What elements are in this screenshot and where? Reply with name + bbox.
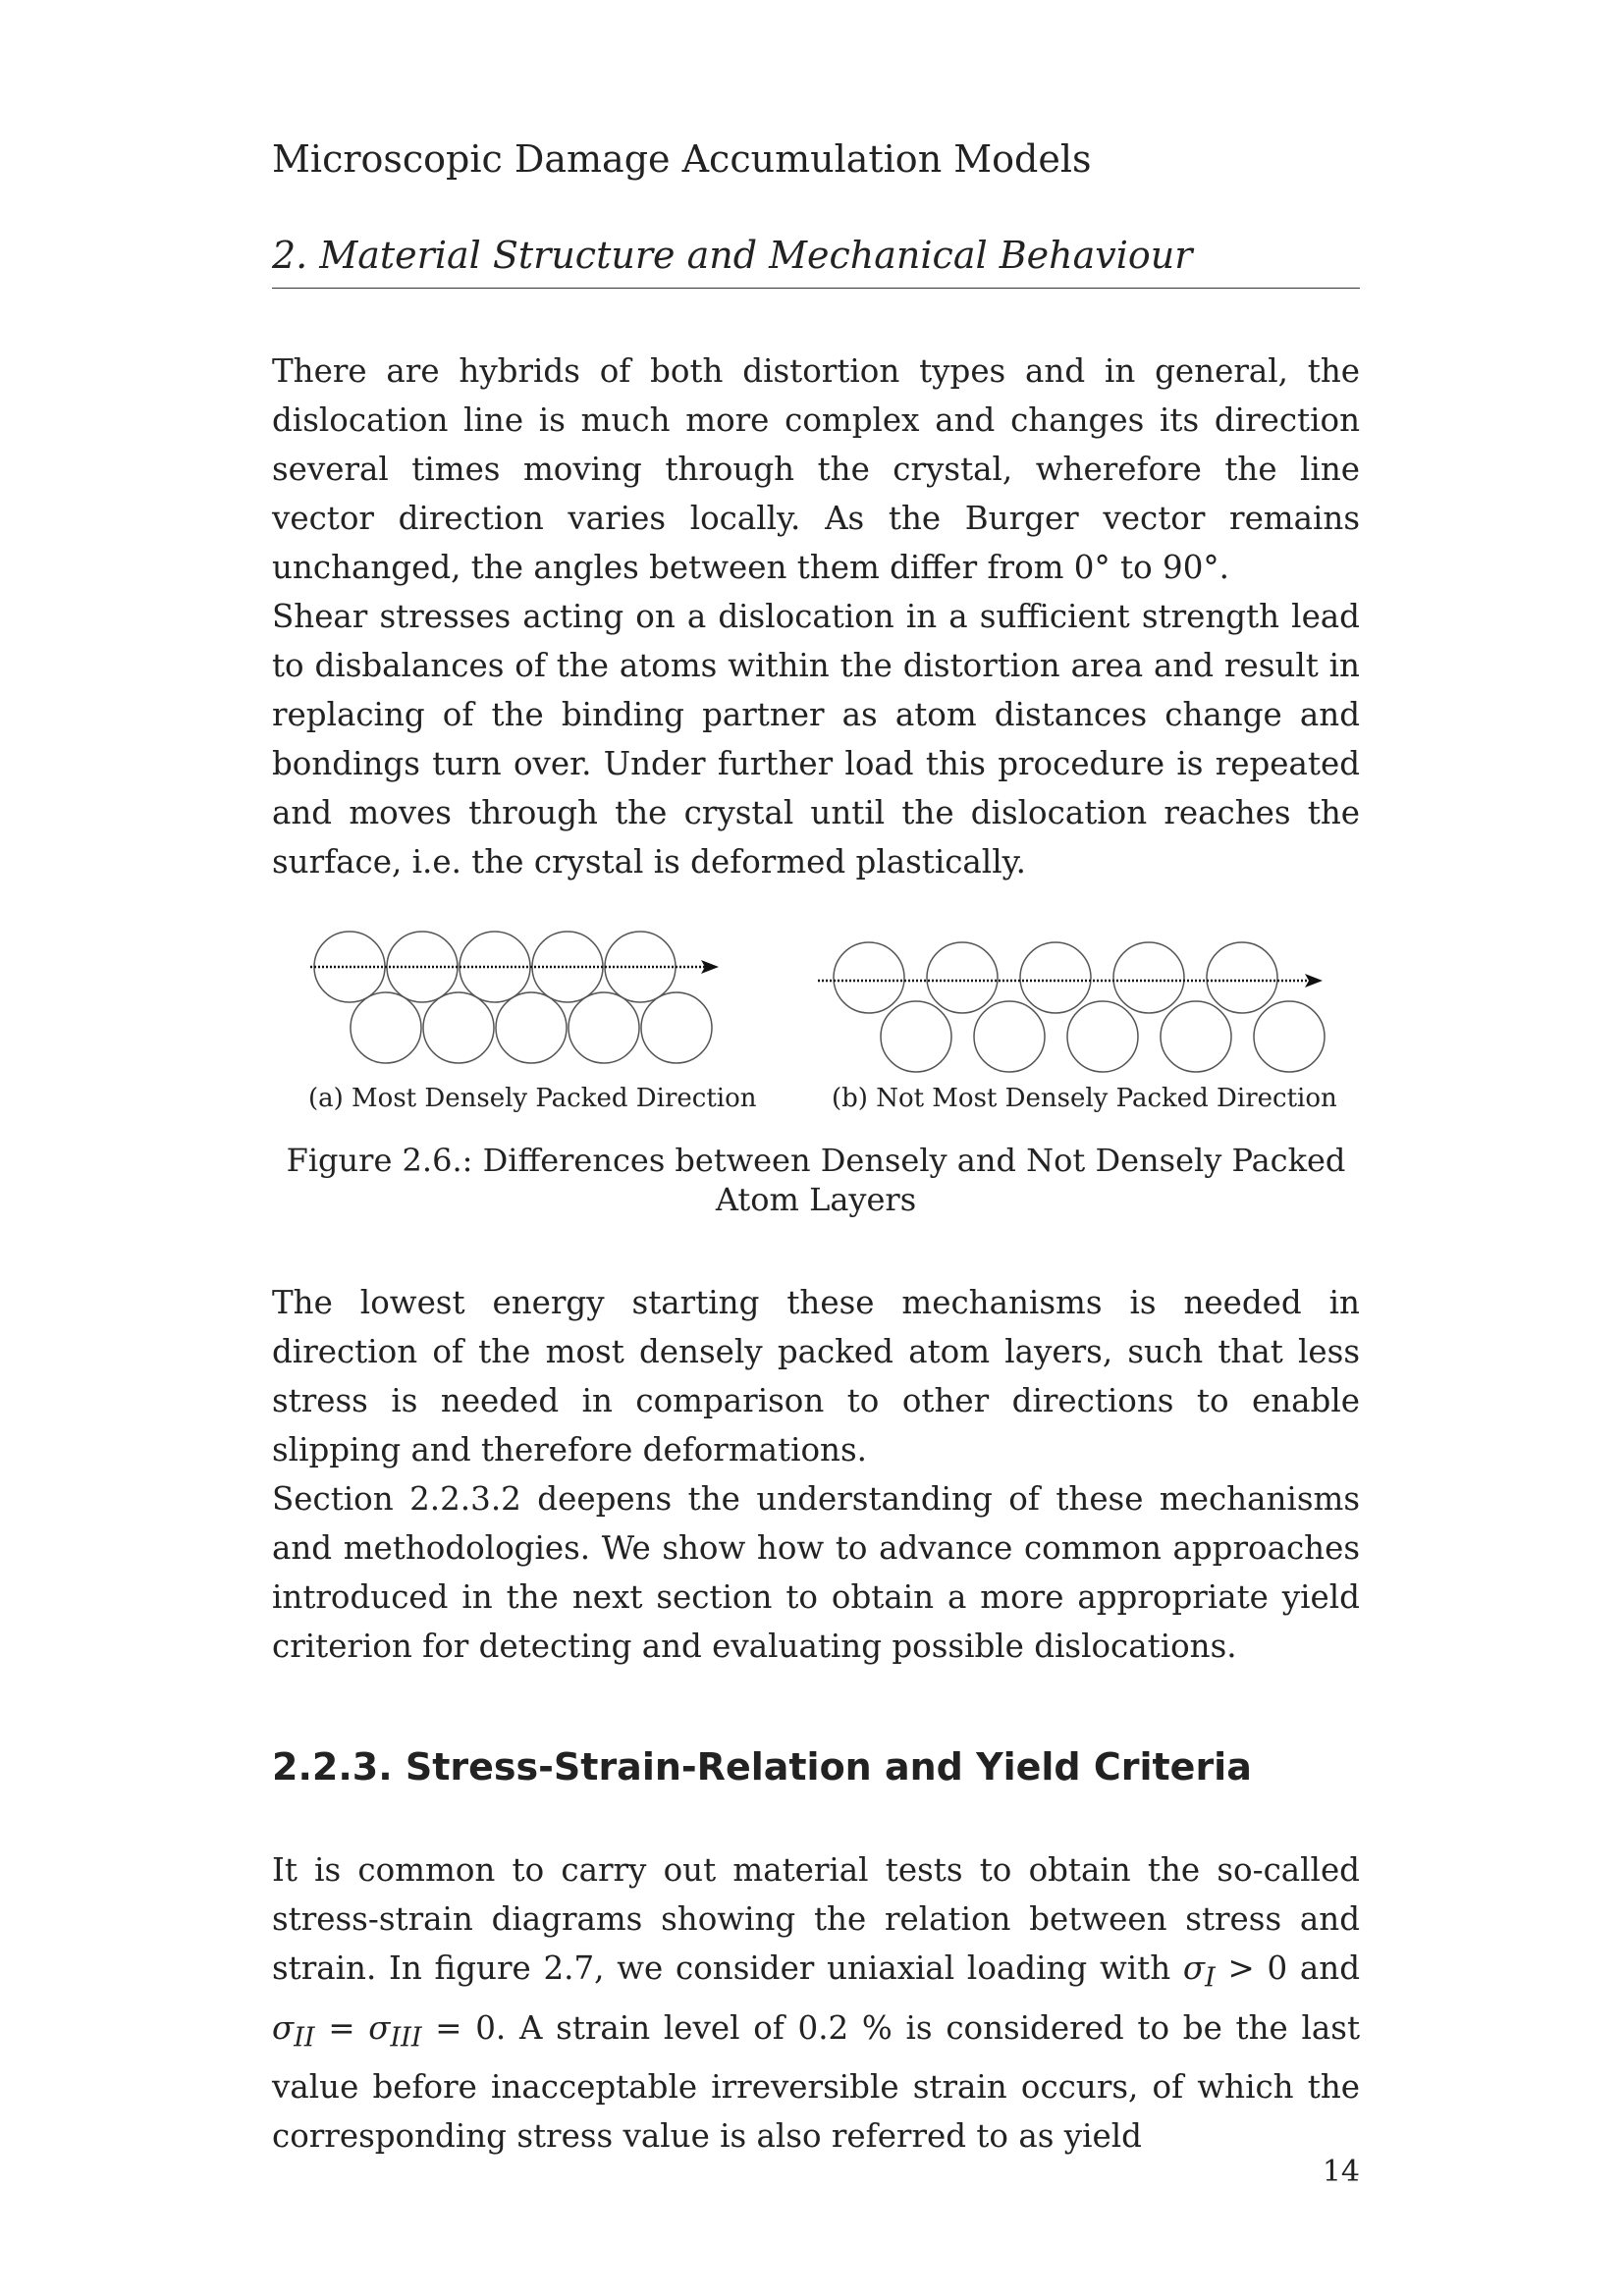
atom-b-bottom-5 [1254,1001,1325,1072]
atom-a-bottom-3 [496,992,567,1063]
page-number: 14 [1322,2155,1360,2189]
running-header-chapter: 2. Material Structure and Mechanical Behaviour [272,234,1193,277]
section-heading: 2.2.3. Stress-Strain-Relation and Yield Criteria [272,1745,1252,1789]
atom-b-bottom-2 [974,1001,1045,1072]
atom-b-top-5 [1207,942,1277,1013]
atom-b-top-3 [1020,942,1091,1013]
atom-a-bottom-5 [641,992,712,1063]
header-divider [272,288,1360,289]
atom-b-top-1 [834,942,904,1013]
atom-a-bottom-2 [423,992,494,1063]
atom-b-top-2 [927,942,998,1013]
paragraph-shear-stresses: Shear stresses acting on a dislocation in a sufficient strength lead to disbalances of the atoms within the distortion area and result in replacing of the binding partner as atom distances change and bondings turn over. Under further load this procedure is repeated and moves through the crystal until the dislocation reaches the surface, i.e. the crystal is deformed plastically. [272,598,1360,881]
running-header-title: Microscopic Damage Accumulation Models [272,137,1092,181]
paragraph-dislocation-hybrids: There are hybrids of both distortion types and in general, the dislocation line is much more complex and changes its direction several times moving through the crystal, wherefore the line vector direction varies locally. As the Burger vector remains unchanged, the angles between them differ from 0° to 90°. [272,352,1360,586]
subcaption-a: (a) Most Densely Packed Direction [308,1084,757,1113]
atom-b-top-4 [1113,942,1184,1013]
slip-direction-arrow-b [1305,974,1323,988]
atom-a-bottom-1 [351,992,421,1063]
atom-b-bottom-3 [1067,1001,1138,1072]
paragraph-stress-strain: It is common to carry out material tests to obtain the so-called stress-strain diagrams showing the relation between stress and strain. In figure 2.7, we consider uniaxial loading with $\sigma_I > 0$ and $\sigma_{II} = \sigma_{III} = 0$. A strain level of 0.2 % is considered to be the last value before inacceptable irreversible strain occurs, of which the corresponding stress value is also referred to as yield [272,1851,1361,2155]
paragraph-section-reference: Section 2.2.3.2 deepens the understanding of these mechanisms and methodologies. We show how to advance common approaches introduced in the next section to obtain a more appropriate yield criterion for detecting and evaluating possible dislocations. [272,1480,1360,1665]
figure-caption: Figure 2.6.: Differences between Densely and Not Densely Packed Atom Layers [286,1142,1346,1218]
subcaption-b: (b) Not Most Densely Packed Direction [832,1084,1337,1113]
atom-b-bottom-1 [881,1001,951,1072]
figure-panel-a [295,913,746,1070]
figure-panel-b [810,937,1330,1075]
atom-a-bottom-4 [568,992,639,1063]
paragraph-lowest-energy: The lowest energy starting these mechanisms is needed in direction of the most densely packed atom layers, such that less stress is needed in comparison to other directions to enable slipping and therefore deformations. [272,1284,1360,1468]
atom-b-bottom-4 [1161,1001,1231,1072]
